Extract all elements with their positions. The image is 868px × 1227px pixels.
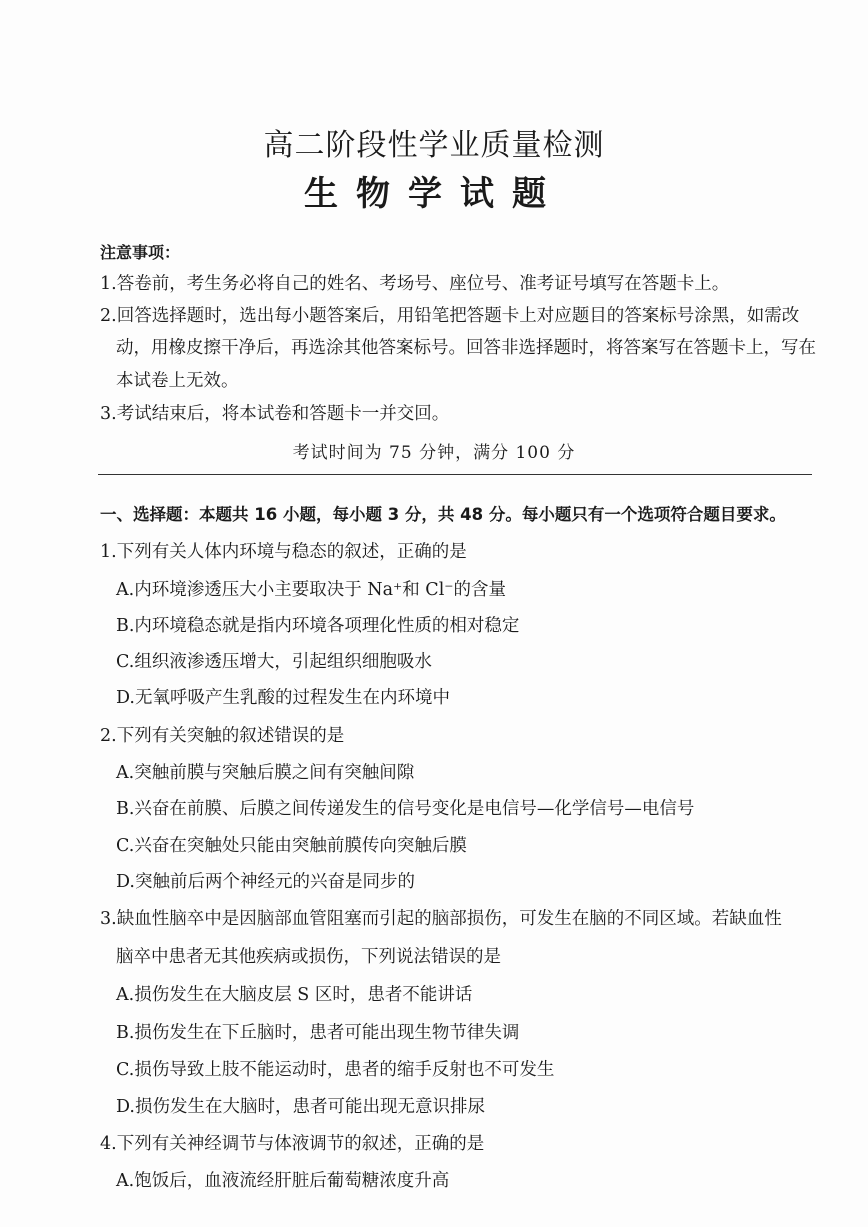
question-option: A.内环境渗透压大小主要取决于 Na⁺和 Cl⁻的含量 bbox=[116, 580, 507, 600]
question-option: D.损伤发生在大脑时，患者可能出现无意识排尿 bbox=[116, 1097, 485, 1117]
divider-line bbox=[98, 474, 812, 475]
question-stem: 4.下列有关神经调节与体液调节的叙述，正确的是 bbox=[100, 1134, 485, 1154]
question-stem: 脑卒中患者无其他疾病或损伤，下列说法错误的是 bbox=[116, 947, 501, 967]
question-option: C.兴奋在突触处只能由突触前膜传向突触后膜 bbox=[116, 836, 467, 856]
exam-time-note: 考试时间为 75 分钟，满分 100 分 bbox=[292, 443, 576, 463]
exam-title: 高二阶段性学业质量检测 bbox=[263, 128, 605, 163]
exam-subject-title: 生物学试题 bbox=[304, 174, 564, 214]
question-option: A.突触前膜与突触后膜之间有突触间隙 bbox=[116, 763, 415, 783]
notice-item: 动，用橡皮擦干净后，再选涂其他答案标号。回答非选择题时，将答案写在答题卡上，写在 bbox=[116, 338, 816, 358]
question-option: A.损伤发生在大脑皮层 S 区时，患者不能讲话 bbox=[116, 985, 473, 1005]
question-stem: 2.下列有关突触的叙述错误的是 bbox=[100, 726, 345, 746]
question-option: C.组织液渗透压增大，引起组织细胞吸水 bbox=[116, 652, 432, 672]
notice-item: 3.考试结束后，将本试卷和答题卡一并交回。 bbox=[100, 404, 450, 424]
question-option: D.突触前后两个神经元的兴奋是同步的 bbox=[116, 872, 415, 892]
question-option: D.无氧呼吸产生乳酸的过程发生在内环境中 bbox=[116, 688, 450, 708]
question-option: A.饱饭后，血液流经肝脏后葡萄糖浓度升高 bbox=[116, 1171, 450, 1191]
question-option: C.损伤导致上肢不能运动时，患者的缩手反射也不可发生 bbox=[116, 1060, 555, 1080]
question-stem: 1.下列有关人体内环境与稳态的叙述，正确的是 bbox=[100, 542, 467, 562]
section-heading: 一、选择题：本题共 16 小题，每小题 3 分，共 48 分。每小题只有一个选项符合题目要求。 bbox=[100, 505, 786, 524]
question-option: B.内环境稳态就是指内环境各项理化性质的相对稳定 bbox=[116, 616, 520, 636]
notice-item: 1.答卷前，考生务必将自己的姓名、考场号、座位号、准考证号填写在答题卡上。 bbox=[100, 274, 730, 294]
question-option: B.损伤发生在下丘脑时，患者可能出现生物节律失调 bbox=[116, 1023, 520, 1043]
notice-item: 2.回答选择题时，选出每小题答案后，用铅笔把答题卡上对应题目的答案标号涂黑，如需改 bbox=[100, 306, 800, 326]
notice-item: 本试卷上无效。 bbox=[116, 371, 239, 391]
question-stem: 3.缺血性脑卒中是因脑部血管阻塞而引起的脑部损伤，可发生在脑的不同区域。若缺血性 bbox=[100, 909, 782, 929]
question-option: B.兴奋在前膜、后膜之间传递发生的信号变化是电信号—化学信号—电信号 bbox=[116, 799, 695, 819]
notice-heading: 注意事项： bbox=[100, 243, 181, 262]
